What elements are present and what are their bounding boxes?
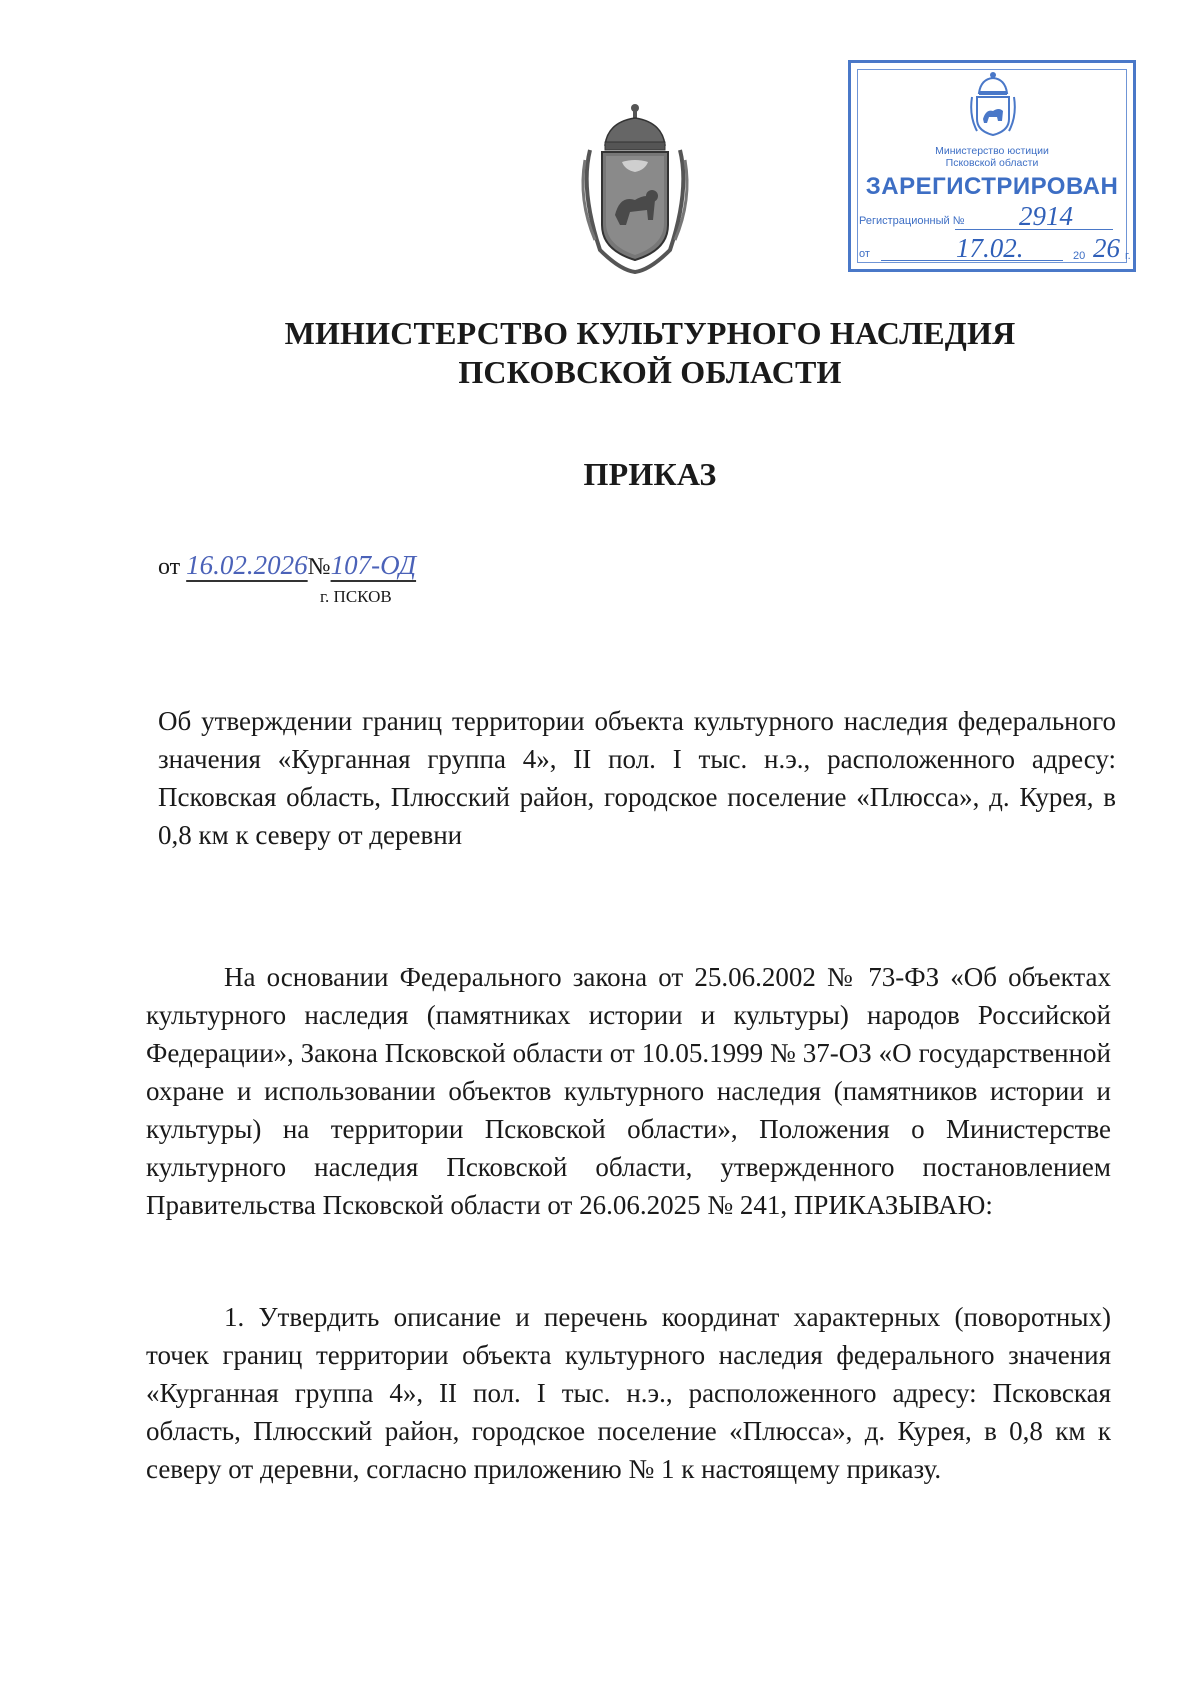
stamp-org-line-2: Псковской области <box>945 157 1039 169</box>
stamp-year-prefix: 20 <box>1073 250 1086 262</box>
ministry-title-line-2: ПСКОВСКОЙ ОБЛАСТИ <box>458 354 842 390</box>
ministry-title-line-1: МИНИСТЕРСТВО КУЛЬТУРНОГО НАСЛЕДИЯ <box>284 315 1016 351</box>
stamp-org-line-1: Министерство юстиции <box>935 145 1049 157</box>
stamp-date: 17.02. <box>956 233 1024 263</box>
stamp-year-suffix: 26 <box>1093 233 1120 263</box>
stamp-year-unit: г. <box>1125 250 1131 262</box>
stamp-from-label: от <box>859 248 870 260</box>
order-from-label: от <box>158 554 181 580</box>
order-subject: Об утверждении границ территории объекта культурного наследия федерального значения «Курганная группа 4», II пол. I тыс. н.э., расположенного адресу: Псковская область, Плюсский район, городское поселение «Плюсса», д. Курея, в 0,8 км к северу от деревни <box>158 706 1116 850</box>
stamp-status: ЗАРЕГИСТРИРОВАН <box>865 173 1119 200</box>
order-date-handwritten: 16.02.2026 <box>186 550 308 580</box>
order-city: г. ПСКОВ <box>320 587 392 606</box>
stamp-reg-number: 2914 <box>1019 201 1073 231</box>
stamp-emblem-icon <box>969 71 1017 137</box>
order-basis-paragraph: На основании Федерального закона от 25.06.2002 № 73-ФЗ «Об объектах культурного наследия (памятниках истории и культуры) народов Российской Федерации», Закона Псковской области от 10.05.1999 № 37-ОЗ «О государственной охране и использовании объектов культурного наследия (памятников истории и культуры) на территории Псковской области», Положения о Министерстве культурного наследия Псковской области, утвержденного постановлением Правительства Псковской области от 26.06.2025 № 241, ПРИКАЗЫВАЮ: <box>146 962 1111 1220</box>
order-date-number-line <box>158 550 416 581</box>
coat-of-arms-icon <box>560 100 710 275</box>
order-item-1: 1. Утвердить описание и перечень координат характерных (поворотных) точек границ территории объекта культурного наследия федерального значения «Курганная группа 4», II пол. I тыс. н.э., расположенного адресу: Псковская область, Плюсский район, городское поселение «Плюсса», д. Курея, в 0,8 км к северу от деревни, согласно приложению № 1 к настоящему приказу. <box>146 1302 1111 1484</box>
document-type-title: ПРИКАЗ <box>583 456 717 492</box>
registration-stamp <box>848 60 1136 272</box>
stamp-reg-label: Регистрационный № <box>859 215 965 227</box>
order-number-handwritten: 107-ОД <box>330 550 417 580</box>
order-number-sign: № <box>307 554 331 580</box>
